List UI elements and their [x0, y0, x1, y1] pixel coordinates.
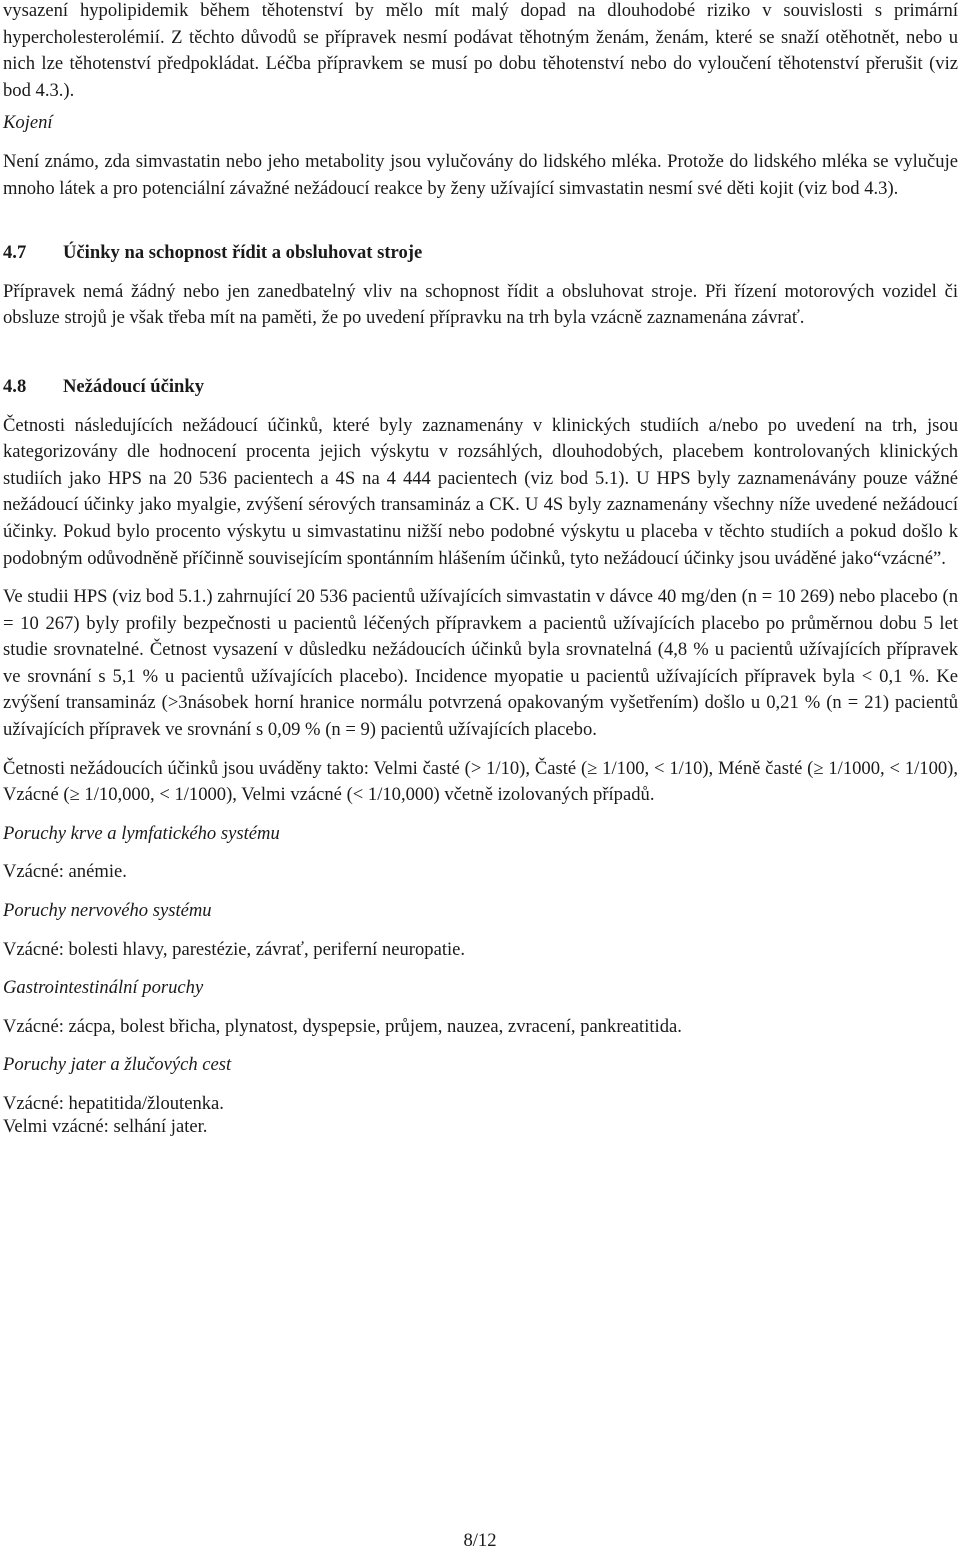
- pregnancy-paragraph: vysazení hypolipidemik během těhotenství by mělo mít malý dopad na dlouhodobé riziko v souvislosti s primární hypercholesterolémií. Z těchto důvodů se přípravek nesmí podávat těhotným ženám, ženám, které se snaží otěhotnět, nebo u nich lze těhotenství předpokládat. Léčba přípravkem se musí po dobu těhotenství nebo do vyloučení těhotenství přerušit (viz bod 4.3.).: [3, 0, 958, 101]
- breastfeeding-paragraph: Není známo, zda simvastatin nebo jeho metabolity jsou vylučovány do lidského mléka. Protože do lidského mléka se vylučuje mnoho látek a pro potenciální závažné nežádoucí reakce by ženy užívající simvastatin nesmí své děti kojit (viz bod 4.3).: [3, 150, 958, 199]
- section-4-8-paragraph-3: Četnosti nežádoucích účinků jsou uváděny takto: Velmi časté (> 1/10), Časté (≥ 1/100, < 1/10), Méně časté (≥ 1/1000, < 1/100), Vzácné (≥ 1/10,000, < 1/1000), Velmi vzácné (< 1/10,000) včetně izolovaných případů.: [3, 757, 958, 806]
- section-4-8-title: Nežádoucí účinky: [63, 375, 205, 397]
- nervous-system-heading: Poruchy nervového systému: [3, 900, 212, 922]
- section-4-8-heading: [3, 374, 958, 401]
- section-4-8-paragraph-2: Ve studii HPS (viz bod 5.1.) zahrnující 20 536 pacientů užívajících simvastatin v dávce 40 mg/den (n = 10 269) nebo placebo (n = 10 267) byly profily bezpečnosti u pacientů léčených přípravkem a pacientů užívajících placebo po průměrnou dobu 5 let studie srovnatelné. Četnost vysazení v důsledku nežádoucích účinků byla srovnatelná (4,8 % u pacientů užívajících přípravek ve srovnání s 5,1 % u pacientů užívajících placebo). Incidence myopatie u pacientů užívajících přípravek byla < 0,1 %. Ke zvýšení transamináz (>3násobek horní hranice normálu potvrzená opakovaným vyšetřením) došlo u 0,21 % (n = 21) pacientů užívajících přípravek ve srovnání s 0,09 % (n = 9) pacientů užívajících placebo.: [3, 586, 958, 741]
- breastfeeding-heading: Kojení: [3, 112, 53, 134]
- liver-text-1: Vzácné: hepatitida/žloutenka.: [3, 1093, 224, 1114]
- section-4-7-paragraph: Přípravek nemá žádný nebo jen zanedbatelný vliv na schopnost řídit a obsluhovat stroje. Při řízení motorových vozidel či obsluze strojů je však třeba mít na paměti, že po uvedení přípravku na trh byla vzácně zaznamenána závrať.: [3, 280, 958, 329]
- section-4-7-title: Účinky na schopnost řídit a obsluhovat stroje: [63, 242, 423, 264]
- section-4-7-heading: [3, 240, 958, 267]
- section-4-7-number: 4.7: [3, 242, 27, 264]
- gastrointestinal-heading: Gastrointestinální poruchy: [3, 977, 204, 999]
- liver-heading: Poruchy jater a žlučových cest: [3, 1054, 232, 1076]
- page-number: 8/12: [463, 1530, 497, 1551]
- blood-disorders-heading: Poruchy krve a lymfatického systému: [3, 822, 280, 844]
- blood-disorders-text: Vzácné: anémie.: [3, 861, 127, 883]
- liver-text-2: Velmi vzácné: selhání jater.: [3, 1115, 208, 1137]
- section-4-8-number: 4.8: [3, 375, 27, 397]
- section-4-8-paragraph-1: Četnosti následujících nežádoucí účinků, které byly zaznamenány v klinických studiích a/nebo po uvedení na trh, jsou kategorizovány dle hodnocení procenta jejich výskytu v rozsáhlých, dlouhodobých, placebem kontrolovaných klinických studiích jako HPS na 20 536 pacientech a 4S na 4 444 pacientech (viz bod 5.1). U HPS byly zaznamenávány pouze vážné nežádoucí účinky jako myalgie, zvýšení sérových transamináz a CK. U 4S byly zaznamenány všechny níže uvedené nežádoucí účinky. Pokud bylo procento výskytu u simvastatinu nižší nebo podobné výskytu u placeba v těchto studiích a pokud došlo k podobným odůvodněně příčinně souvisejícím spontánním hlášením účinků, tyto nežádoucí účinky jsou uváděné jako“vzácné”.: [3, 414, 958, 569]
- document-page: [3, 0, 958, 1140]
- gastrointestinal-text: Vzácné: zácpa, bolest břicha, plynatost, dyspepsie, průjem, nauzea, zvracení, pankreatitida.: [3, 1015, 682, 1037]
- nervous-system-text: Vzácné: bolesti hlavy, parestézie, závrať, periferní neuropatie.: [3, 938, 466, 960]
